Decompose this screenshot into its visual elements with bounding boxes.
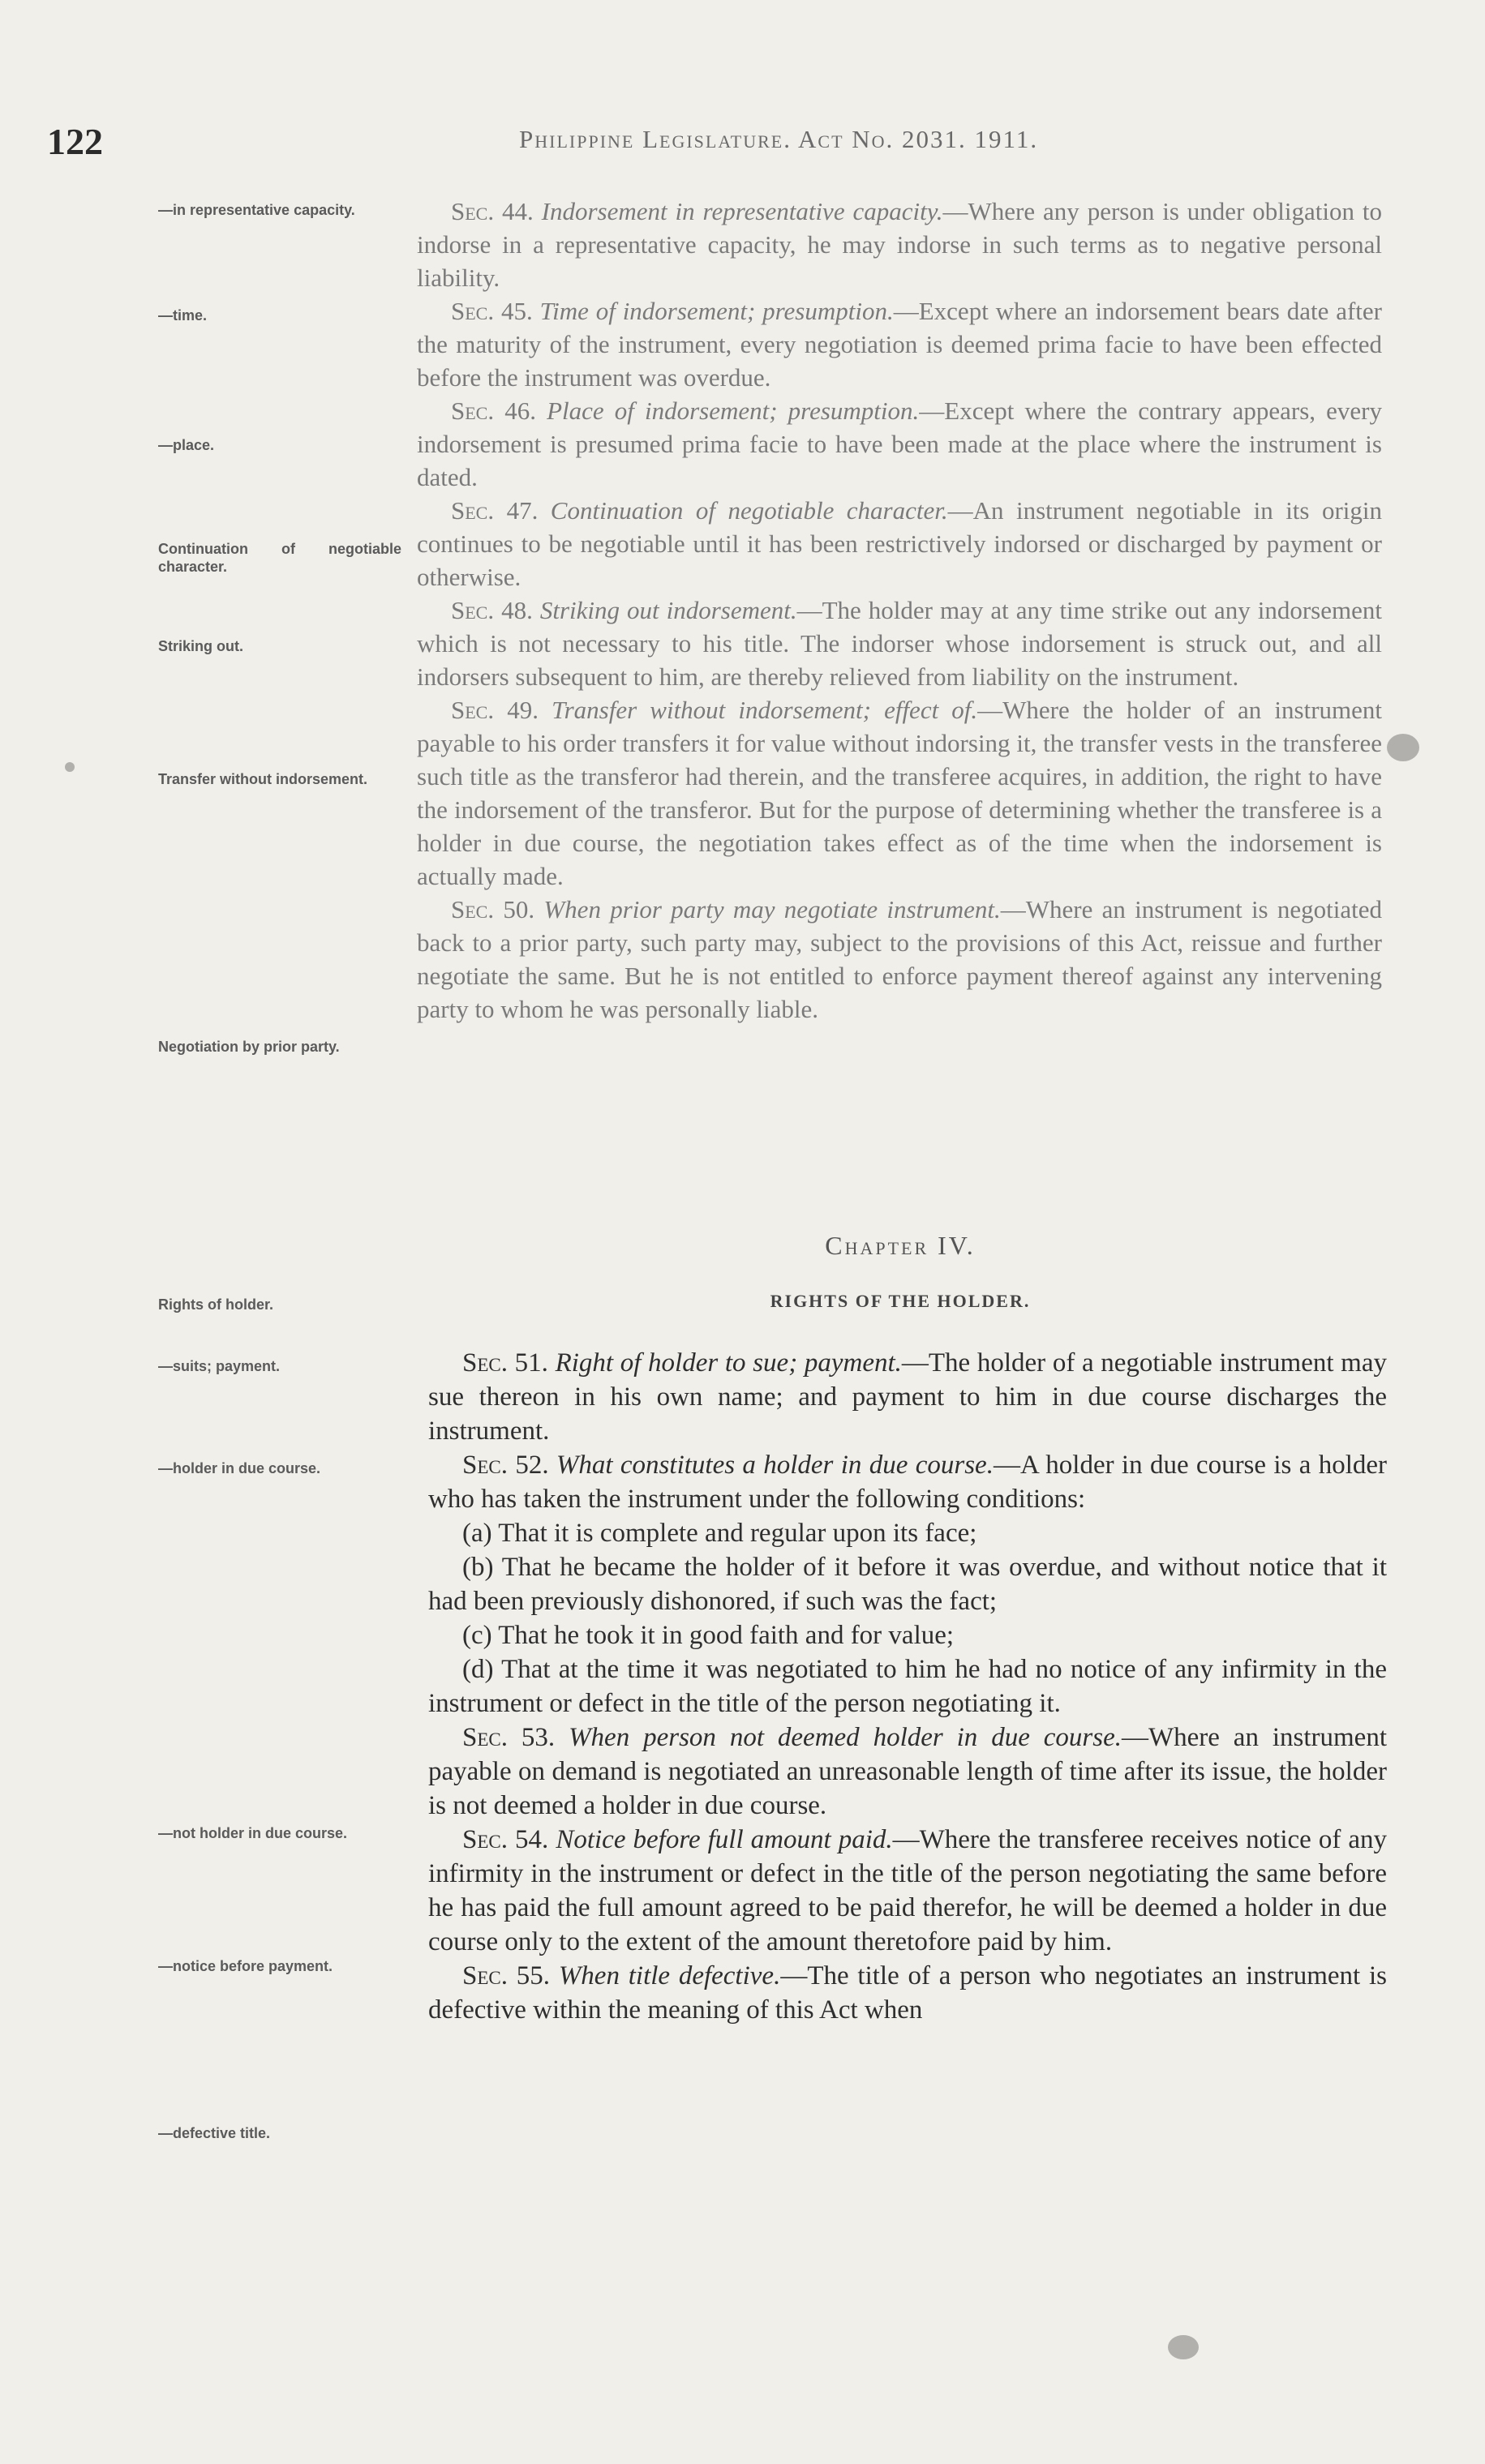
- section-title: Right of holder to sue; payment.: [555, 1348, 902, 1378]
- margin-note-place: —place.: [158, 437, 215, 453]
- margin-note-notice-before-payment: —notice before payment.: [158, 1958, 333, 1974]
- scan-speck: [1387, 734, 1419, 761]
- condition-d: (d) That at the time it was negotiated to him he had no notice of any infirmity in the instrument or defect in the title of the person negotiating it.: [428, 1655, 1387, 1718]
- section-label: Sec. 52.: [462, 1451, 549, 1480]
- section-label: Sec. 47.: [451, 496, 539, 525]
- section-label: Sec. 44.: [451, 197, 534, 225]
- section-label: Sec. 50.: [451, 895, 535, 923]
- section-46: [417, 394, 1382, 494]
- section-text: —A holder in due course is a holder who has taken the instrument under the following conditions:: [428, 1451, 1388, 1514]
- section-text: —Where any person is under obligation to indorse in a representative capacity, he may indorse in such terms as to negative personal liability.: [417, 197, 1383, 292]
- margin-note-striking-out: Striking out.: [158, 638, 243, 654]
- sections-part-two: [428, 1346, 1387, 2027]
- section-label: Sec. 54.: [462, 1825, 549, 1854]
- section-label: Sec. 49.: [451, 696, 539, 724]
- section-51: [428, 1346, 1387, 1448]
- section-55: [428, 1959, 1387, 2027]
- section-label: Sec. 53.: [462, 1723, 556, 1752]
- section-label: Sec. 48.: [451, 596, 533, 624]
- chapter-heading: Chapter IV.: [825, 1231, 976, 1260]
- section-title: When person not deemed holder in due course.: [569, 1723, 1122, 1752]
- page-number: 122: [47, 121, 103, 162]
- section-44: [417, 195, 1382, 294]
- section-49: [417, 693, 1382, 893]
- section-title: Indorsement in representative capacity.: [541, 197, 943, 225]
- section-title: Place of indorsement; presumption.: [547, 396, 920, 425]
- condition-b: (b) That he became the holder of it before it was overdue, and without notice that it had been previously dishonored, if such was the fact;: [428, 1553, 1387, 1616]
- section-text: —Where the transferee receives notice of any infirmity in the instrument or defect in the title of the person negotiating the same before he has paid the full amount agreed to be paid therefor, he will be deemed a holder in due course only to the extent of the amount theretofore paid by him.: [428, 1825, 1388, 1956]
- section-text: —An instrument negotiable in its origin continues to be negotiable until it has been restrictively indorsed or discharged by payment or otherwise.: [417, 496, 1382, 591]
- section-label: Sec. 45.: [451, 297, 533, 325]
- margin-note-suits-payment: —suits; payment.: [158, 1358, 281, 1374]
- section-title: Transfer without indorsement; effect of.: [552, 696, 978, 724]
- margin-note-representative-capacity: —in representative capacity.: [158, 202, 355, 218]
- section-45: [417, 294, 1382, 394]
- section-53: [428, 1721, 1387, 1823]
- running-head: Philippine Legislature. Act No. 2031. 1911.: [519, 125, 1039, 153]
- section-title: Time of indorsement; presumption.: [539, 297, 894, 325]
- section-text: —Except where an indorsement bears date after the maturity of the instrument, every negotiation is deemed prima facie to have been effected before the instrument was overdue.: [417, 297, 1382, 392]
- scan-speck: [65, 762, 75, 772]
- margin-note-rights-of-holder: Rights of holder.: [158, 1296, 273, 1313]
- section-text: —Where an instrument payable on demand is negotiated an unreasonable length of time after its issue, the holder is not deemed a holder in due course.: [428, 1723, 1387, 1820]
- section-text: —Where the holder of an instrument payable to his order transfers it for value without indorsing it, the transfer vests in the transferee such title as the transferor had therein, and the transferee acquires, in addition, the right to have the indorsement of the transferor. But for the purpose of determining whether the transferee is a holder in due course, the negotiation takes effect as of the time when the indorsement is actually made.: [417, 696, 1383, 890]
- section-text: —Except where the contrary appears, every indorsement is presumed prima facie to have been made at the place where the instrument is dated.: [417, 396, 1382, 491]
- section-text: —The title of a person who negotiates an instrument is defective within the meaning of this Act when: [428, 1961, 1388, 2025]
- section-47: [417, 494, 1382, 594]
- section-title: When prior party may negotiate instrument.: [543, 895, 1001, 923]
- section-title: When title defective.: [558, 1961, 781, 1990]
- margin-note-holder-due-course: —holder in due course.: [158, 1460, 321, 1476]
- section-title: What constitutes a holder in due course.: [556, 1451, 994, 1480]
- section-label: Sec. 51.: [462, 1348, 548, 1378]
- margin-note-continuation: Continuation of negotiable character.: [158, 541, 401, 575]
- scan-speck: [1168, 2335, 1199, 2359]
- section-title: Striking out indorsement.: [539, 596, 797, 624]
- section-text: —The holder of a negotiable instrument may sue thereon in his own name; and payment to him in due course discharges the instrument.: [428, 1348, 1388, 1446]
- section-title: Notice before full amount paid.: [556, 1825, 893, 1854]
- sections-part-one: [417, 195, 1382, 1026]
- margin-note-not-holder-due-course: —not holder in due course.: [158, 1825, 348, 1841]
- condition-c: (c) That he took it in good faith and for value;: [462, 1621, 955, 1650]
- section-label: Sec. 55.: [462, 1961, 551, 1990]
- margin-note-defective-title: —defective title.: [158, 2125, 271, 2141]
- section-48: [417, 594, 1382, 693]
- section-52: [428, 1448, 1387, 1516]
- section-54: [428, 1823, 1387, 1959]
- section-title: Continuation of negotiable character.: [550, 496, 948, 525]
- section-label: Sec. 46.: [451, 396, 536, 425]
- section-50: [417, 893, 1382, 1026]
- chapter-subheading: RIGHTS OF THE HOLDER.: [770, 1291, 1031, 1311]
- margin-note-negotiation-prior-party: Negotiation by prior party.: [158, 1039, 340, 1055]
- section-text: —Where an instrument is negotiated back to a prior party, such party may, subject to the provisions of this Act, reissue and further negotiate the same. But he is not entitled to enforce payment thereof against any intervening party to whom he was personally liable.: [417, 895, 1382, 1023]
- section-text: —The holder may at any time strike out any indorsement which is not necessary to his title. The indorser whose indorsement is struck out, and all indorsers subsequent to him, are thereby relieved from liability on the instrument.: [417, 596, 1382, 691]
- condition-a: (a) That it is complete and regular upon its face;: [462, 1519, 977, 1548]
- margin-note-time: —time.: [158, 307, 208, 324]
- margin-note-transfer: Transfer without indorsement.: [158, 771, 368, 787]
